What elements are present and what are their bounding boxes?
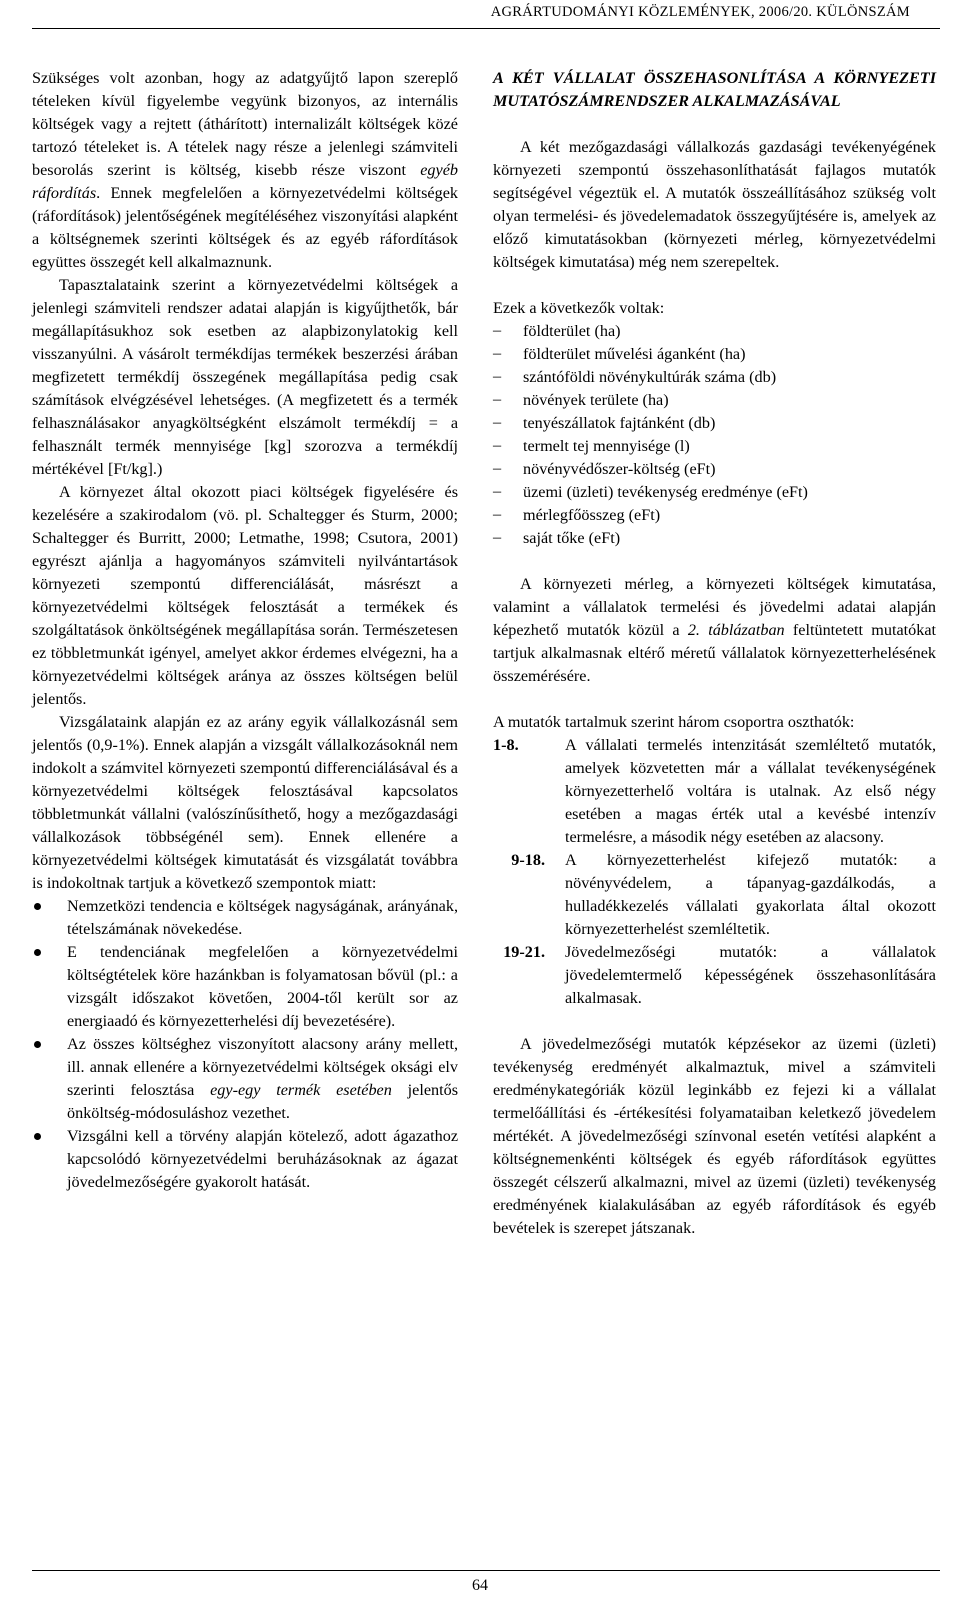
list-item — [493, 481, 936, 504]
bullet-list — [32, 895, 458, 1194]
italic-term: egy-egy termék esetében — [210, 1081, 392, 1099]
text-run: feltüntetett mutatókat tartjuk alkalmasnak eltérő méretű vállalatok környezetterhelésének összemérésére. — [493, 621, 937, 685]
section-title: A KÉT VÁLLALAT ÖSSZEHASONLÍTÁSA A KÖRNYEZETI MUTATÓSZÁMRENDSZER ALKALMAZÁSÁVAL — [493, 69, 936, 110]
group-item — [493, 734, 936, 849]
bullet-icon — [34, 1133, 41, 1140]
paragraph — [493, 573, 936, 688]
list-item-text: Az összes költséghez viszonyított alacsony arány mellett, ill. annak ellenére a környezetvédelmi költségek oksági elv szerinti felosztása — [67, 1035, 458, 1099]
list-item-text: jelentős önköltség-módosuláshoz vezethet. — [67, 1081, 458, 1122]
list-item — [493, 527, 936, 550]
list-item — [32, 895, 458, 941]
bullet-icon — [34, 949, 41, 956]
right-column — [493, 67, 936, 1240]
bullet-icon — [34, 903, 41, 910]
indicator-groups — [493, 734, 936, 1010]
list-item-text: üzemi (üzleti) tevékenység eredménye (eFt) — [523, 483, 808, 501]
group-number: 19-21. — [503, 943, 545, 961]
list-item — [32, 1033, 458, 1125]
header-rule — [32, 28, 940, 29]
page-number: 64 — [472, 1577, 488, 1594]
group-item — [493, 849, 936, 941]
list-item — [493, 343, 936, 366]
list-item-text: termelt tej mennyisége (l) — [523, 437, 690, 455]
paragraph: A jövedelmezőségi mutatók képzésekor az üzemi (üzleti) tevékenység eredményét alkalmaztuk, mivel a számviteli eredménykategóriák közül leginkább ez fejezi ki a vállalat termelőállítási és -értékesítési folyamataiban keletkező jövedelem mértékét. A jövedelmezőségi színvonal esetén vetítési alapként a költségnemenkénti költségek és egyéb ráfordítások együttes összegét célszerű alkalmazni, mivel az üzemi (üzleti) tevékenység eredményének kialakulásában az egyéb ráfordítások és egyéb bevételek is szerepet játszanak. — [493, 1035, 936, 1237]
list-item — [493, 412, 936, 435]
dash-icon: – — [493, 482, 502, 500]
list-item-text: tenyészállatok fajtánként (db) — [523, 414, 716, 432]
list-item-text: növényvédőszer-költség (eFt) — [523, 460, 716, 478]
dash-icon: – — [493, 459, 502, 477]
list-item — [32, 1125, 458, 1194]
text-run: A környezeti mérleg, a környezeti költségek kimutatása, valamint a vállalatok termelési és jövedelmi adatai alapján képezhető mutatók közül a — [493, 575, 936, 639]
list-item — [493, 389, 936, 412]
paragraph: Vizsgálataink alapján ez az arány egyik vállalkozásnál sem jelentős (0,9-1%). Ennek alapján a vizsgált vállalkozásoknál nem indokolt a számvitel környezeti szempontú differenciálásával és a környezetvédelmi költségek felosztásával kapcsolatos többletmunkát vállalni (valószínűsíthető, hogy a mezőgazdasági vállalkozások többségénél sem). Ennek ellenére a környezetvédelmi költségek kimutatását és vizsgálatát továbbra is indokoltnak tartjuk a következő szempontok miatt: — [32, 713, 458, 892]
paragraph: Tapasztalataink szerint a környezetvédelmi költségek a jelenlegi számviteli rendszer adatai alapján is kigyűjthetők, bár megállapításukhoz sok esetben az alapbizonylatokig kell visszanyúlni. A vásárolt termékdíjas termékek beszerzési árában megfizetett termékdíj összegének megállapítása pedig csak számítások elvégzésével lehetséges. (A megfizetett és a termék felhasználásakor anyagköltségként elszámolt termékdíj = a felhasznált termék mennyisége [kg] szorozva a termékdíj mértékével [Ft/kg].) — [32, 276, 458, 478]
spacer — [493, 688, 936, 711]
group-number: 9-18. — [511, 851, 545, 869]
list-item — [493, 366, 936, 389]
dash-list — [493, 320, 936, 550]
list-item-text: saját tőke (eFt) — [523, 529, 621, 547]
list-item-text: földterület művelési áganként (ha) — [523, 345, 746, 363]
group-number: 1-8. — [493, 736, 519, 754]
dash-icon: – — [493, 413, 502, 431]
journal-header: AGRÁRTUDOMÁNYI KÖZLEMÉNYEK, 2006/20. KÜLÖNSZÁM — [490, 4, 910, 20]
list-item-text: növények területe (ha) — [523, 391, 669, 409]
paragraph: A két mezőgazdasági vállalkozás gazdasági tevékenyégének környezeti szempontú összehasonlíthatását fajlagos mutatók segítségével végeztük el. A mutatók összeállításához szükség volt olyan termelési- és jövedelemadatok összegyűjtésére is, amelyek az előző kimutatásokban (környezeti mérleg, környezetvédelmi költségek kimutatása) még nem szerepeltek. — [493, 138, 936, 271]
dash-icon: – — [493, 390, 502, 408]
table-reference: 2. táblázatban — [687, 621, 785, 639]
dash-icon: – — [493, 528, 502, 546]
text-run: . Ennek megfelelően a környezetvédelmi költségek (ráfordítások) jelentőségének megítéléséhez viszonyítási alapként a költségnemek szerinti költségek és az egyéb ráfordítások együttes összegét kell alkalmaznunk. — [32, 184, 458, 271]
dash-icon: – — [493, 367, 502, 385]
list-item — [32, 941, 458, 1033]
list-item — [493, 458, 936, 481]
dash-icon: – — [493, 344, 502, 362]
list-item-text: mérlegfőösszeg (eFt) — [523, 506, 661, 524]
paragraph: A környezet által okozott piaci költségek figyelésére és kezelésére a szakirodalom (vö. pl. Schaltegger és Sturm, 2000; Schaltegger és Burritt, 2000; Letmathe, 1998; Csutora, 2001) egyrészt ajánlja a hagyományos számviteli nyilvántartások környezeti szempontú differenciálását, másrészt a környezetvédelmi költségek felosztását a termékek és szolgáltatások önköltségének megállapítása során. Természetesen ez többletmunkát igényel, amelyet akkor érdemes elvégezni, ha a környezetvédelmi költségek aránya az összes költségen belül jelentős. — [32, 483, 458, 708]
list-item-text: Nemzetközi tendencia e költségek nagyságának, arányának, tételszámának növekedése. — [67, 897, 458, 938]
footer-rule — [32, 1570, 940, 1571]
group-text: Jövedelmezőségi mutatók: a vállalatok jövedelemtermelő képességének összehasonlítására alkalmasak. — [565, 943, 936, 1007]
list-intro: Ezek a következők voltak: — [493, 299, 665, 317]
group-text: A vállalati termelés intenzitását szemléltető mutatók, amelyek közvetetten már a vállalat tevékenységének környezetterhelő voltára is utalnak. Az első négy esetében a magas érték utal a kevésbé intenzív termelésre, a második négy esetében az alacsony. — [565, 736, 936, 846]
paragraph: A mutatók tartalmuk szerint három csoportra oszthatók: — [493, 713, 855, 731]
list-item-text: szántóföldi növénykultúrák száma (db) — [523, 368, 777, 386]
list-item-text: Vizsgálni kell a törvény alapján kötelező, adott ágazathoz kapcsolódó környezetvédelmi beruházásoknak az ágazat jövedelmezőségére gyakorolt hatását. — [67, 1127, 458, 1191]
italic-term: egyéb ráfordítás — [32, 161, 458, 202]
bullet-icon — [34, 1041, 41, 1048]
list-item — [493, 435, 936, 458]
paragraph — [32, 67, 458, 274]
dash-icon: – — [493, 321, 502, 339]
dash-icon: – — [493, 436, 502, 454]
list-item-text: földterület (ha) — [523, 322, 621, 340]
list-item-text: E tendenciának megfelelően a környezetvédelmi költségtételek köre hazánkban is folyamatosan bővül (pl.: a vizsgált időszakot követően, 2004-től került sor az energiaadó és környezetterhelési díj bevezetésére). — [67, 943, 458, 1030]
list-item — [493, 320, 936, 343]
list-item — [493, 504, 936, 527]
group-text: A környezetterhelést kifejező mutatók: a növényvédelem, a tápanyag-gazdálkodás, a hulladékkezelés vállalati gyakorlata által okozott környezetterhelést szemléltetik. — [565, 851, 936, 938]
group-item — [493, 941, 936, 1010]
text-run: Szükséges volt azonban, hogy az adatgyűjtő lapon szereplő tételeken kívül figyelembe vegyünk bizonyos, az internális költségek vagy a rejtett (áthárított) internalizált költségek közé tartozó tételeket is. A tételek nagy része a jelenlegi számviteli besorolás szerint is költség, kisebb része viszont — [32, 69, 458, 179]
spacer — [493, 1010, 936, 1033]
dash-icon: – — [493, 505, 502, 523]
left-column — [32, 67, 458, 1194]
spacer — [493, 274, 936, 297]
spacer — [493, 550, 936, 573]
